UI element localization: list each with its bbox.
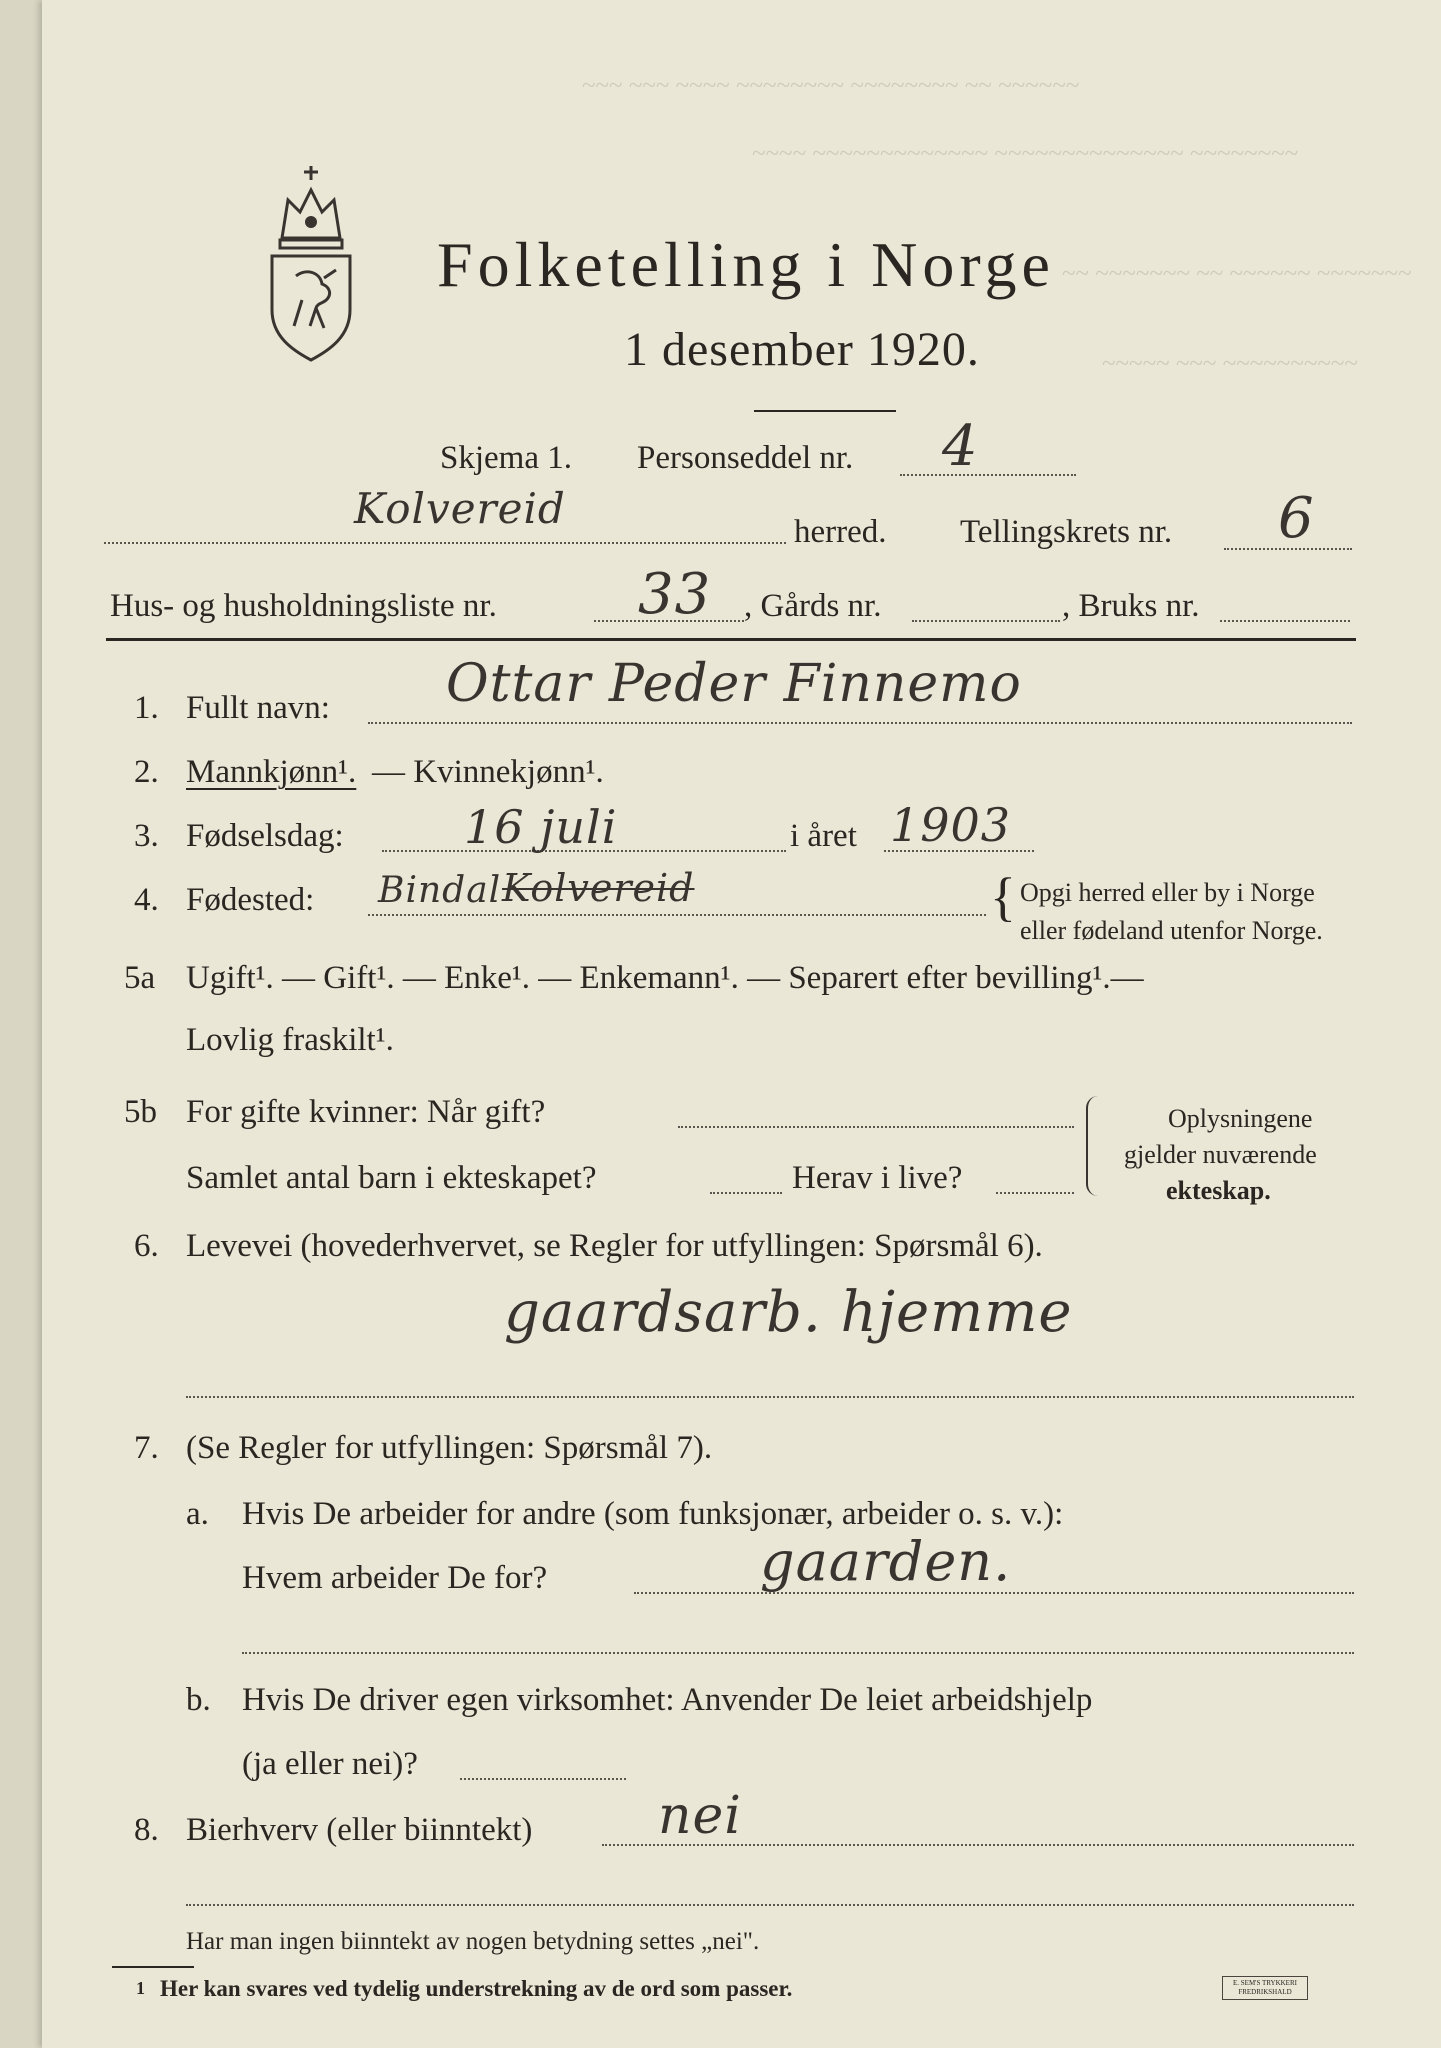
q7a-employer: gaarden. (760, 1530, 1012, 1593)
skjema-label: Skjema 1. (440, 440, 572, 476)
q5a-fraskilt: Lovlig fraskilt¹. (186, 1022, 394, 1058)
q5b-note-line1: Oplysningene (1168, 1104, 1313, 1133)
q4-struck-birthplace: Kolvereid (502, 866, 695, 910)
bleed-through-text: ~~~ ~~~ ~~~~ ~~~~~~~~ ~~~~~~~~ ~~ ~~~~~~ (582, 72, 1080, 99)
q2-mannkjonn-underlined: Mannkjønn¹. (186, 754, 357, 790)
q1-line (368, 722, 1352, 724)
q8-label: Bierhverv (eller biinntekt) (186, 1812, 533, 1848)
q4-label: Fødested: (186, 882, 315, 918)
q1-number: 1. (134, 690, 159, 726)
bleed-through-text: ~~~~ ~~~~~~~~~~~~~ ~~~~~~~~~~~~~~ ~~~~~~~~ (752, 140, 1299, 167)
q4-line (368, 914, 986, 916)
printer-name: E. SEM'S TRYKKERI (1233, 1979, 1297, 1987)
q5b-label: For gifte kvinner: Når gift? (186, 1094, 546, 1130)
title-divider (754, 410, 896, 412)
q5b-number: 5b (124, 1094, 157, 1130)
q5b-note-line2: gjelder nuværende (1124, 1140, 1317, 1169)
personseddel-number: 4 (942, 414, 979, 479)
q6-label: Levevei (hovederhvervet, se Regler for utfyllingen: Spørsmål 6). (186, 1228, 1043, 1264)
q4-number: 4. (134, 882, 159, 918)
q6-occupation: gaardsarb. hjemme (504, 1280, 1073, 1345)
herred-name: Kolvereid (354, 484, 566, 533)
bruks-label: , Bruks nr. (1062, 588, 1200, 624)
q7b-line (460, 1778, 626, 1780)
q6-line (186, 1396, 1354, 1398)
q7a-question: Hvis De arbeider for andre (som funksjonær, arbeider o. s. v.): (242, 1496, 1064, 1532)
personseddel-line (900, 474, 1076, 476)
q4-note-line2: eller fødeland utenfor Norge. (1020, 916, 1323, 945)
herred-label: herred. (794, 514, 887, 550)
tellingskrets-label: Tellingskrets nr. (960, 514, 1173, 550)
q8-number: 8. (134, 1812, 159, 1848)
bruks-line (1220, 620, 1350, 622)
footnote-text: Her kan svares ved tydelig understrekning av de ord som passer. (160, 1976, 793, 2001)
q8-side-income: nei (658, 1786, 742, 1846)
husholdningsliste-label: Hus- og husholdningsliste nr. (110, 588, 497, 624)
form-title: Folketelling i Norge (437, 229, 1055, 300)
q5b-line (678, 1126, 1074, 1128)
husholdningsliste-number: 33 (638, 562, 712, 627)
q7b-hired-help-label: (ja eller nei)? (242, 1746, 418, 1782)
q2-kvinnekjonn: — Kvinnekjønn¹. (372, 754, 604, 790)
q3-year-label: i året (790, 818, 857, 854)
printer-city: FREDRIKSHALD (1238, 1988, 1292, 1996)
q4-note-brace: { (990, 867, 1016, 927)
q3-number: 3. (134, 818, 159, 854)
q7a-employer-label: Hvem arbeider De for? (242, 1560, 548, 1596)
q1-full-name: Ottar Peder Finnemo (446, 654, 1022, 714)
q7a-letter: a. (186, 1496, 209, 1532)
footnote-divider (112, 1966, 194, 1968)
q3-label: Fødselsdag: (186, 818, 344, 854)
q5b-children-label: Samlet antal barn i ekteskapet? (186, 1160, 597, 1196)
q4-birthplace: Bindal (378, 870, 502, 911)
q5b-alive-label: Herav i live? (792, 1160, 963, 1196)
q1-label: Fullt navn: (186, 690, 330, 726)
q7a-line2 (242, 1652, 1354, 1654)
q5a-number: 5a (124, 960, 156, 996)
section-divider (106, 638, 1356, 641)
q6-number: 6. (134, 1228, 159, 1264)
q7b-letter: b. (186, 1682, 211, 1718)
tellingskrets-number: 6 (1278, 486, 1315, 551)
q4-note-line1: Opgi herred eller by i Norge (1020, 878, 1315, 907)
census-date: 1 desember 1920. (624, 323, 980, 376)
q7-label: (Se Regler for utfyllingen: Spørsmål 7). (186, 1430, 713, 1466)
q5b-note-line3: ekteskap. (1166, 1176, 1271, 1205)
q7b-question: Hvis De driver egen virksomhet: Anvender De leiet arbeidshjelp (242, 1682, 1093, 1718)
q2-number: 2. (134, 754, 159, 790)
q3-birth-date: 16 juli (464, 800, 618, 854)
gards-line (912, 620, 1060, 622)
q3-birth-year: 1903 (890, 798, 1012, 852)
footnote-mark: 1 (136, 1978, 145, 1998)
herred-line (104, 542, 786, 544)
coat-of-arms-icon (262, 160, 360, 365)
footer-note: Har man ingen biinntekt av nogen betydning settes „nei". (186, 1928, 760, 1955)
q5b-note-bracket (1086, 1096, 1098, 1196)
q7-number: 7. (134, 1430, 159, 1466)
bleed-through-text: ~~~~~ ~~~ ~~~~~~~~~~ (1102, 350, 1358, 377)
census-form-page (42, 0, 1441, 2048)
q5a-marital-options: Ugift¹. — Gift¹. — Enke¹. — Enkemann¹. — Separert efter bevilling¹.— (186, 960, 1144, 996)
q5b-alive-line (996, 1192, 1074, 1194)
printer-stamp (1222, 1976, 1308, 2000)
q5b-children-line (710, 1192, 782, 1194)
q8-line2 (186, 1904, 1354, 1906)
gards-label: , Gårds nr. (744, 588, 882, 624)
bleed-through-text: ~~ ~~~~~~~ ~~ ~~~~~~ ~~~~~~~ (1062, 260, 1412, 287)
personseddel-label: Personseddel nr. (637, 440, 854, 476)
